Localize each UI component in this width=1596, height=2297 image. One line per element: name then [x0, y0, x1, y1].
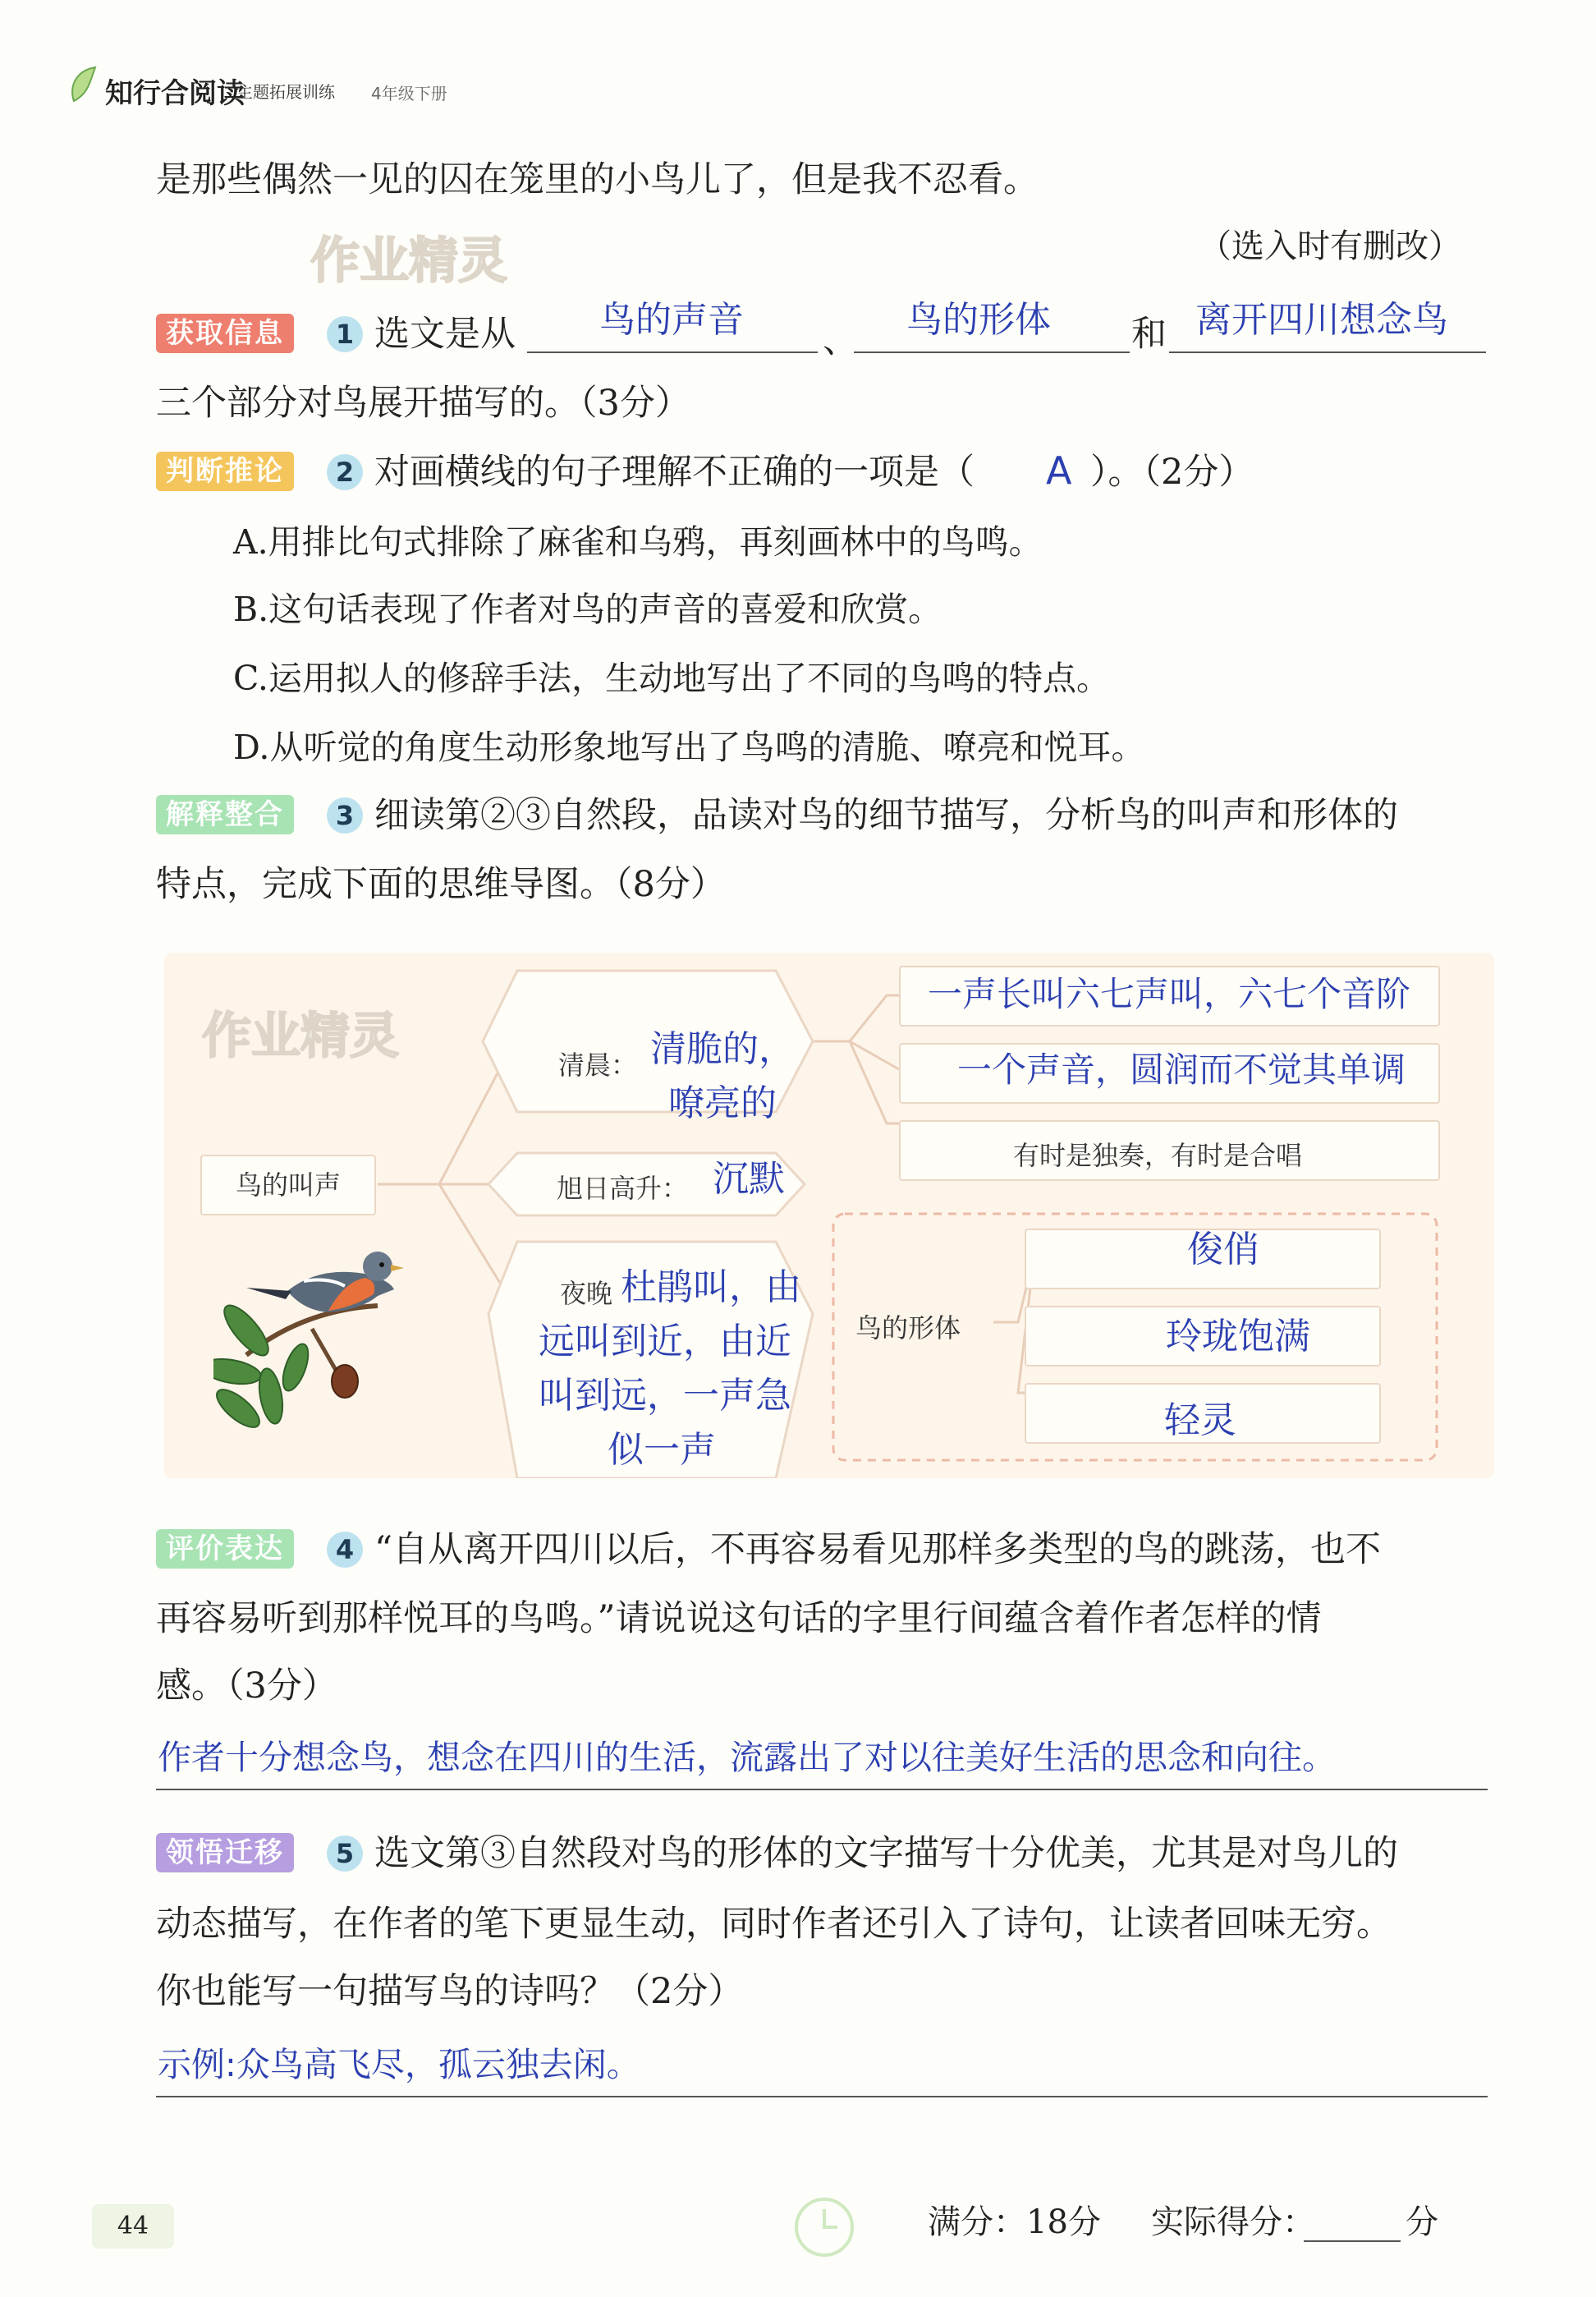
- q1-answer-3: 离开四川想念鸟: [1195, 299, 1448, 341]
- q5-answer: 示例:众鸟高飞尽，孤云独去闲。: [158, 2045, 640, 2084]
- q2-option-b: B.这句话表现了作者对鸟的声音的喜爱和欣赏。: [233, 590, 942, 629]
- q1-blank-2[interactable]: [854, 351, 1130, 353]
- tag-q4: 评价表达: [156, 1529, 294, 1569]
- shape-detail-1: 俊俏: [1187, 1229, 1259, 1270]
- q2-stem: 对画横线的句子理解不正确的一项是（: [374, 452, 975, 493]
- tag-q1: 获取信息: [156, 314, 294, 353]
- q3-number: 3: [327, 797, 363, 834]
- full-score: 满分：18分: [928, 2203, 1101, 2241]
- q5-line1: 选文第③自然段对鸟的形体的文字描写十分优美，尤其是对鸟儿的: [374, 1833, 1398, 1874]
- sound-detail-1: 一声长叫六七声叫，六七个音阶: [928, 974, 1411, 1014]
- q3-line2: 特点，完成下面的思维导图。（8分）: [156, 864, 726, 905]
- mindmap-root: 鸟的叫声: [200, 1155, 376, 1215]
- shape-detail-2: 玲珑饱满: [1166, 1316, 1310, 1358]
- page-number: [92, 2204, 174, 2249]
- q2-option-a: A.用排比句式排除了麻雀和乌鸦，再刻画林中的鸟鸣。: [233, 522, 1043, 562]
- q2-number: 2: [327, 454, 363, 490]
- q1-line2: 三个部分对鸟展开描写的。（3分）: [156, 383, 690, 424]
- passage-source: （选入时有删改）: [1199, 227, 1461, 265]
- mindmap: [164, 953, 1494, 1478]
- header-subtitle: 主题拓展训练: [236, 82, 335, 102]
- q1-pre: 选文是从: [374, 314, 516, 355]
- passage-last-line: 是那些偶然一见的囚在笼里的小鸟儿了，但是我不忍看。: [156, 159, 1039, 200]
- q4-line3: 感。（3分）: [156, 1665, 337, 1707]
- mindmap-watermark: 作业精灵: [202, 1008, 399, 1065]
- q4-answer-line[interactable]: [156, 1789, 1488, 1790]
- q4-line1: “自从离开四川以后，不再容易看见那样多类型的鸟的跳荡，也不: [374, 1529, 1381, 1570]
- morning-label: 清晨：: [558, 1050, 638, 1081]
- q4-number: 4: [327, 1532, 363, 1568]
- noon-answer: 沉默: [713, 1158, 785, 1200]
- tag-q2: 判断推论: [156, 452, 294, 491]
- actual-score-blank[interactable]: [1304, 2240, 1401, 2242]
- q5-answer-line[interactable]: [156, 2096, 1488, 2097]
- q2-option-c: C.运用拟人的修辞手法，生动地写出了不同的鸟鸣的特点。: [233, 659, 1110, 698]
- actual-score-label: 实际得分：: [1151, 2203, 1315, 2241]
- q2-stem-end: ）。（2分）: [1090, 452, 1254, 493]
- q1-mid: 、: [823, 320, 858, 361]
- watermark: 作业精灵: [310, 232, 507, 290]
- leaf-logo-icon: [66, 64, 105, 105]
- evening-answer-3: 叫到远，一声急: [539, 1375, 791, 1417]
- sound-detail-2: 一个声音，圆润而不觉其单调: [957, 1050, 1406, 1090]
- tag-q5: 领悟迁移: [156, 1833, 294, 1872]
- noon-label: 旭日高升：: [557, 1173, 689, 1204]
- morning-answer-2: 嘹亮的: [668, 1082, 777, 1124]
- q1-blank-1[interactable]: [527, 351, 818, 353]
- q1-blank-3[interactable]: [1169, 351, 1486, 353]
- q4-answer: 作者十分想念鸟，想念在四川的生活，流露出了对以往美好生活的思念和向往。: [158, 1738, 1336, 1777]
- page-number-text: 44: [117, 2212, 149, 2240]
- q1-answer-1: 鸟的声音: [599, 299, 744, 341]
- q1-number: 1: [327, 316, 363, 352]
- q1-answer-2: 鸟的形体: [906, 299, 1051, 341]
- q1-and: 和: [1131, 314, 1167, 355]
- q2-option-d: D.从听觉的角度生动形象地写出了鸟鸣的清脆、嘹亮和悦耳。: [233, 728, 1145, 767]
- evening-label: 夜晚: [560, 1278, 613, 1309]
- q5-line2: 动态描写，在作者的笔下更显生动，同时作者还引入了诗句，让读者回味无穷。: [156, 1904, 1392, 1945]
- bird-illustration: [213, 1232, 427, 1437]
- shape-detail-3: 轻灵: [1164, 1399, 1236, 1441]
- evening-answer-1: 杜鹃叫，由: [621, 1266, 801, 1308]
- clock-icon: [791, 2194, 857, 2260]
- q4-line2: 再容易听到那样悦耳的鸟鸣。”请说说这句话的字里行间蕴含着作者怎样的情: [156, 1598, 1322, 1639]
- header-brand: 知行合阅读: [105, 77, 245, 110]
- sound-detail-3: 有时是独奏，有时是合唱: [1013, 1140, 1303, 1171]
- q2-answer: A: [1046, 448, 1072, 493]
- q5-line3: 你也能写一句描写鸟的诗吗？（2分）: [156, 1971, 744, 2012]
- tag-q3: 解释整合: [156, 795, 294, 834]
- shape-root: 鸟的形体: [855, 1312, 961, 1344]
- evening-answer-4: 似一声: [608, 1429, 716, 1471]
- morning-answer-1: 清脆的，: [650, 1028, 795, 1070]
- header-grade: 4年级下册: [371, 84, 447, 103]
- actual-score-unit: 分: [1406, 2203, 1438, 2241]
- evening-answer-2: 远叫到近，由近: [539, 1321, 791, 1362]
- q3-line1: 细读第②③自然段，品读对鸟的细节描写，分析鸟的叫声和形体的: [374, 795, 1398, 836]
- q5-number: 5: [327, 1835, 363, 1872]
